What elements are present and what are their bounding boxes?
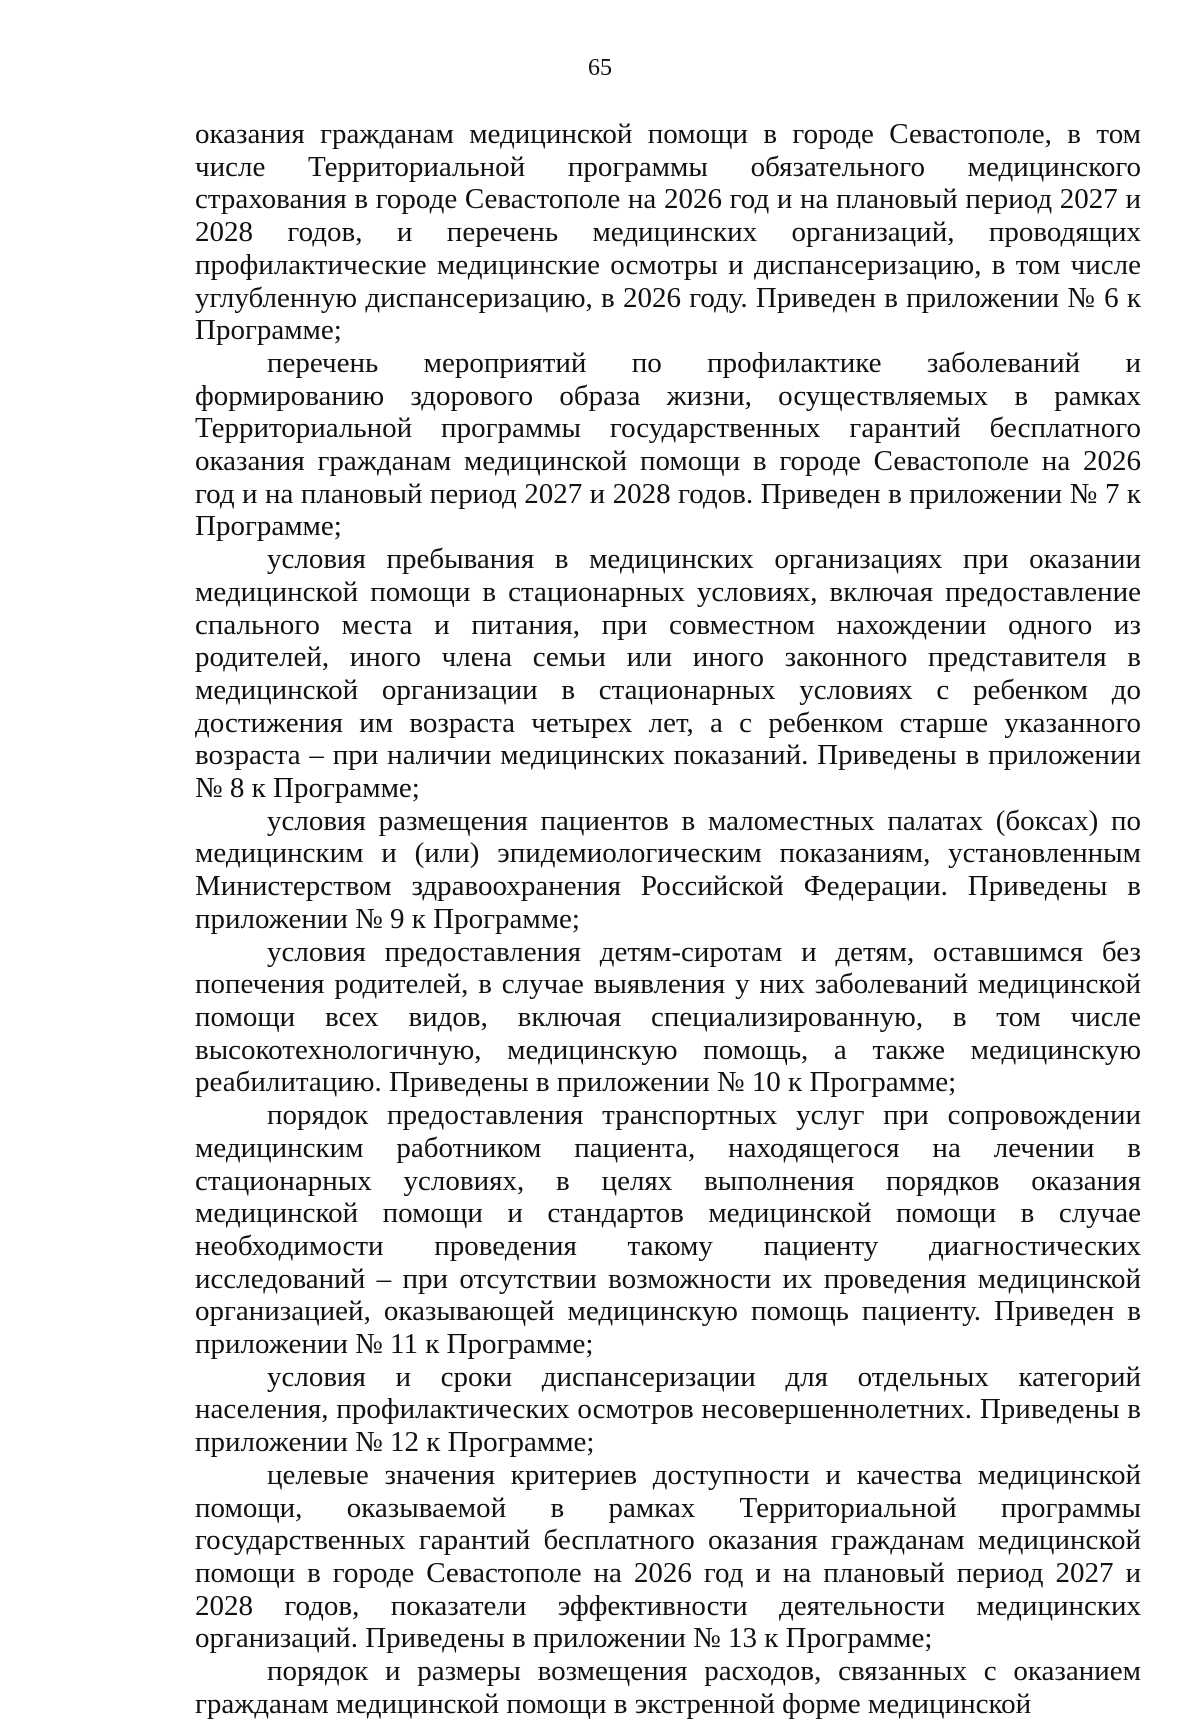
paragraph-continuation: оказания гражданам медицинской помощи в городе Севастополе, в том числе Территориальной программы обязательного медицинского страхования в городе Севастополе на 2026 год и на плановый период 2027 и 2028 годов, и перечень медицинских организаций, проводящих профилактические медицинские осмотры и диспансеризацию, в том числе углубленную диспансеризацию, в 2026 году. Приведен в приложении № 6 к Программе; xyxy=(195,118,1141,347)
page-number: 65 xyxy=(588,55,612,81)
paragraph-compensation: порядок и размеры возмещения расходов, связанных с оказанием гражданам медицинской помощи в экстренной форме медицинской xyxy=(195,1655,1141,1720)
paragraph-appendix-9: условия размещения пациентов в маломестных палатах (боксах) по медицинским и (или) эпидемиологическим показаниям, установленным Министерством здравоохранения Российской Федерации. Приведены в приложении № 9 к Программе; xyxy=(195,804,1141,935)
paragraph-appendix-13: целевые значения критериев доступности и качества медицинской помощи, оказываемой в рамках Территориальной программы государственных гарантий бесплатного оказания гражданам медицинской помощи в городе Севастополе на 2026 год и на плановый период 2027 и 2028 годов, показатели эффективности деятельности медицинских организаций. Приведены в приложении № 13 к Программе; xyxy=(195,1458,1141,1655)
paragraph-appendix-8: условия пребывания в медицинских организациях при оказании медицинской помощи в стационарных условиях, включая предоставление спального места и питания, при совместном нахождении одного из родителей, иного члена семьи или иного законного представителя в медицинской организации в стационарных условиях с ребенком до достижения им возраста четырех лет, а с ребенком старше указанного возраста – при наличии медицинских показаний. Приведены в приложении № 8 к Программе; xyxy=(195,543,1141,805)
paragraph-appendix-10: условия предоставления детям-сиротам и детям, оставшимся без попечения родителей, в случае выявления у них заболеваний медицинской помощи всех видов, включая специализированную, в том числе высокотехнологичную, медицинскую помощь, а также медицинскую реабилитацию. Приведены в приложении № 10 к Программе; xyxy=(195,935,1141,1099)
paragraph-appendix-12: условия и сроки диспансеризации для отдельных категорий населения, профилактических осмотров несовершеннолетних. Приведены в приложении № 12 к Программе; xyxy=(195,1360,1141,1459)
paragraph-appendix-7: перечень мероприятий по профилактике заболеваний и формированию здорового образа жизни, осуществляемых в рамках Территориальной программы государственных гарантий бесплатного оказания гражданам медицинской помощи в городе Севастополе на 2026 год и на плановый период 2027 и 2028 годов. Приведен в приложении № 7 к Программе; xyxy=(195,346,1141,543)
document-body xyxy=(195,118,1141,1720)
paragraph-appendix-11: порядок предоставления транспортных услуг при сопровождении медицинским работником пациента, находящегося на лечении в стационарных условиях, в целях выполнения порядков оказания медицинской помощи и стандартов медицинской помощи в случае необходимости проведения такому пациенту диагностических исследований – при отсутствии возможности их проведения медицинской организацией, оказывающей медицинскую помощь пациенту. Приведен в приложении № 11 к Программе; xyxy=(195,1099,1141,1361)
